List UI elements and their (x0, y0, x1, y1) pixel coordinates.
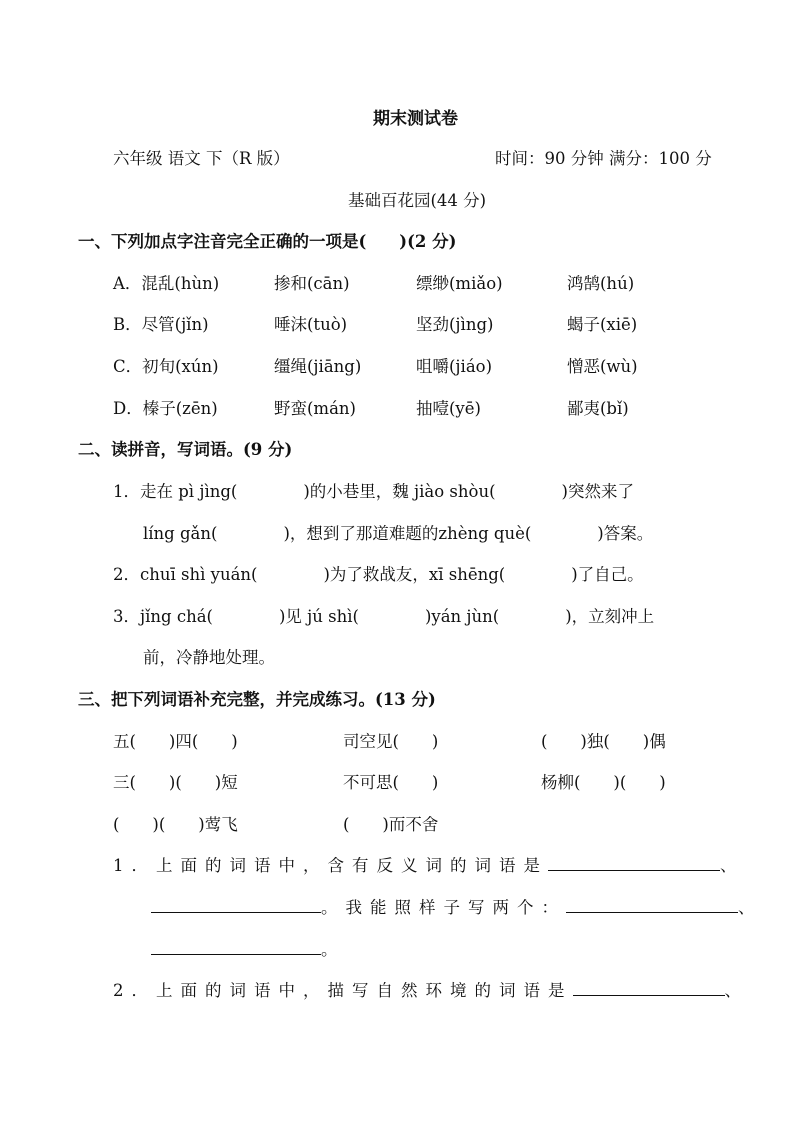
q1-option-cell: 鄙夷(bǐ) (567, 399, 629, 418)
separator: 、 (720, 856, 737, 875)
q1-option-cell: 缥缈(miǎo) (416, 274, 503, 293)
q2-line: 2．chuī shì yuán( )为了救战友，xī shēng( )了自己。 (113, 565, 644, 584)
q3-word: 三( )( )短 (113, 773, 238, 792)
q2-line: 1．走在 pì jìng( )的小巷里，魏 jiào shòu( )突然来了 (113, 482, 634, 501)
q3-sub1-line1 (113, 855, 737, 877)
q3-word: 司空见( ) (343, 732, 439, 751)
q1-option-cell: A．混乱(hùn) (113, 274, 220, 293)
q1-option-cell: 咀嚼(jiáo) (416, 357, 493, 376)
q1-option-cell: 掺和(cān) (274, 274, 350, 293)
q3-sub1-prompt: 1．上面的词语中，含有反义词的词语是 (113, 856, 548, 875)
q2-line: 3．jǐng chá( )见 jú shì( )yán jùn( )，立刻冲上 (113, 607, 655, 626)
q3-sub2-prompt: 2．上面的词语中，描写自然环境的词语是 (113, 981, 573, 1000)
q1-option-cell: 坚劲(jìng) (416, 315, 494, 334)
q1-option-cell: 蝎子(xiē) (567, 315, 638, 334)
q1-option-cell: 憎恶(wù) (567, 357, 638, 376)
separator: 、 (738, 898, 755, 917)
q3-word: 杨柳( )( ) (541, 773, 666, 792)
q3-word: ( )而不舍 (343, 815, 439, 834)
q1-option-cell: B．尽管(jǐn) (113, 315, 209, 334)
q1-option-cell: C．初旬(xún) (113, 357, 219, 376)
q1-option-cell: 缰绳(jiāng) (274, 357, 362, 376)
period: 。 (321, 940, 338, 959)
q3-word: ( )( )莺飞 (113, 815, 238, 834)
time-score-info: 时间：90 分钟 满分：100 分 (495, 149, 712, 168)
page-title: 期末测试卷 (373, 109, 458, 129)
q3-word: ( )独( )偶 (541, 732, 666, 751)
q3-word: 五( )四( ) (113, 732, 238, 751)
q3-sub2-line1 (113, 980, 741, 1002)
answer-blank[interactable] (566, 898, 738, 913)
q2-line: líng gǎn( )，想到了那道难题的zhèng què( )答案。 (143, 524, 654, 543)
q3-sub1-line3 (151, 939, 338, 961)
grade-info: 六年级 语文 下（R 版） (113, 149, 290, 168)
answer-blank[interactable] (573, 981, 725, 996)
q2-line: 前，冷静地处理。 (143, 648, 275, 667)
q1-heading: 一、下列加点字注音完全正确的一项是( )(2 分) (78, 232, 457, 251)
answer-blank[interactable] (151, 898, 321, 913)
q3-sub1-example-prompt: 。我能照样子写两个： (321, 898, 566, 917)
q3-heading: 三、把下列词语补充完整，并完成练习。(13 分) (78, 690, 436, 709)
q1-option-cell: 鸿鹄(hú) (567, 274, 635, 293)
q2-heading: 二、读拼音，写词语。(9 分) (78, 440, 293, 459)
answer-blank[interactable] (548, 856, 720, 871)
q1-option-cell: 野蛮(mán) (274, 399, 356, 418)
answer-blank[interactable] (151, 940, 321, 955)
q3-word: 不可思( ) (343, 773, 439, 792)
separator: 、 (724, 981, 741, 1000)
section-title: 基础百花园(44 分) (348, 191, 487, 210)
q3-sub1-line2 (151, 897, 755, 919)
q1-option-cell: 抽噎(yē) (416, 399, 481, 418)
q1-option-cell: D．榛子(zēn) (113, 399, 218, 418)
q1-option-cell: 唾沫(tuò) (274, 315, 348, 334)
